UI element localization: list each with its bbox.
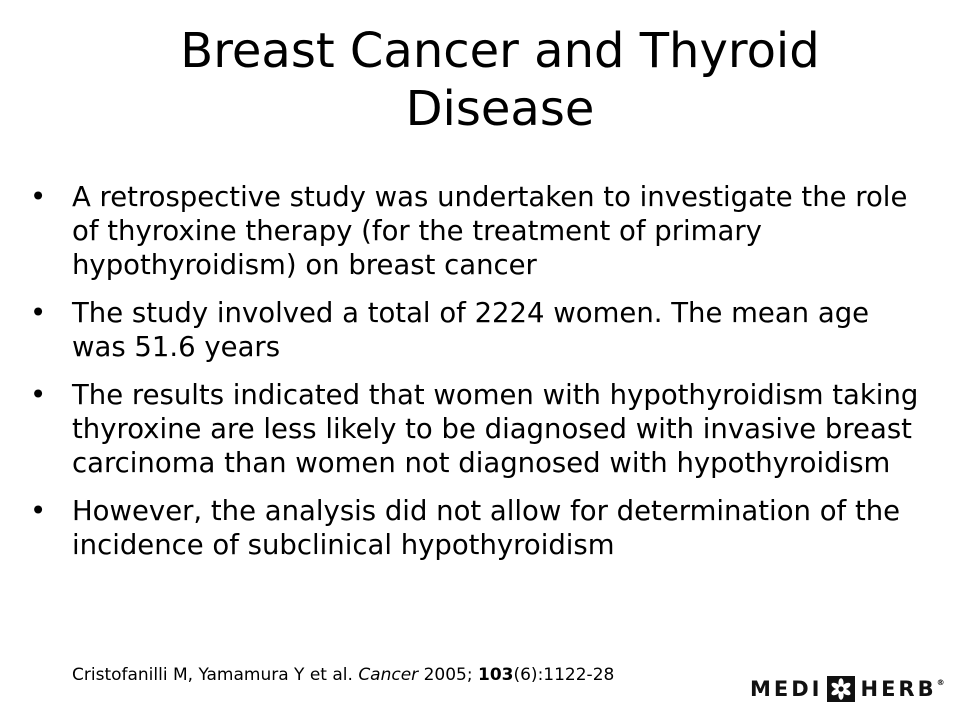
bullet-item xyxy=(30,494,930,562)
citation-year: 2005; xyxy=(418,665,478,685)
bullet-dot-icon: • xyxy=(30,297,47,329)
registered-mark: ® xyxy=(936,678,945,687)
slide-title: Breast Cancer and Thyroid Disease xyxy=(180,23,820,137)
bullet-dot-icon: • xyxy=(30,495,47,527)
bullet-text: The results indicated that women with hypothyroidism taking thyroxine are less likely to be diagnosed with invasive breast carcinoma than women not diagnosed with hypothyroidism xyxy=(72,379,919,479)
bullet-list xyxy=(30,180,930,576)
citation-authors: Cristofanilli M, Yamamura Y et al. xyxy=(72,665,359,685)
bullet-dot-icon: • xyxy=(30,379,47,411)
citation-issue-pages: (6):1122-28 xyxy=(513,665,615,685)
bullet-text: The study involved a total of 2224 women. The mean age was 51.6 years xyxy=(72,297,870,363)
bullet-text: A retrospective study was undertaken to investigate the role of thyroxine therapy (for the treatment of primary hypothyroidism) on breast cancer xyxy=(72,181,908,281)
citation xyxy=(72,664,614,686)
medi-herb-logo xyxy=(750,676,945,702)
bullet-dot-icon: • xyxy=(30,181,47,213)
bullet-text: However, the analysis did not allow for determination of the incidence of subclinical hypothyroidism xyxy=(72,495,901,561)
bullet-item xyxy=(30,378,930,480)
logo-text-right: HERB xyxy=(860,677,937,701)
logo-text-left: MEDI xyxy=(750,677,823,701)
flower-icon xyxy=(827,676,855,702)
citation-volume: 103 xyxy=(477,665,514,685)
bullet-item xyxy=(30,296,930,364)
citation-journal: Cancer xyxy=(358,665,419,685)
bullet-item xyxy=(30,180,930,282)
